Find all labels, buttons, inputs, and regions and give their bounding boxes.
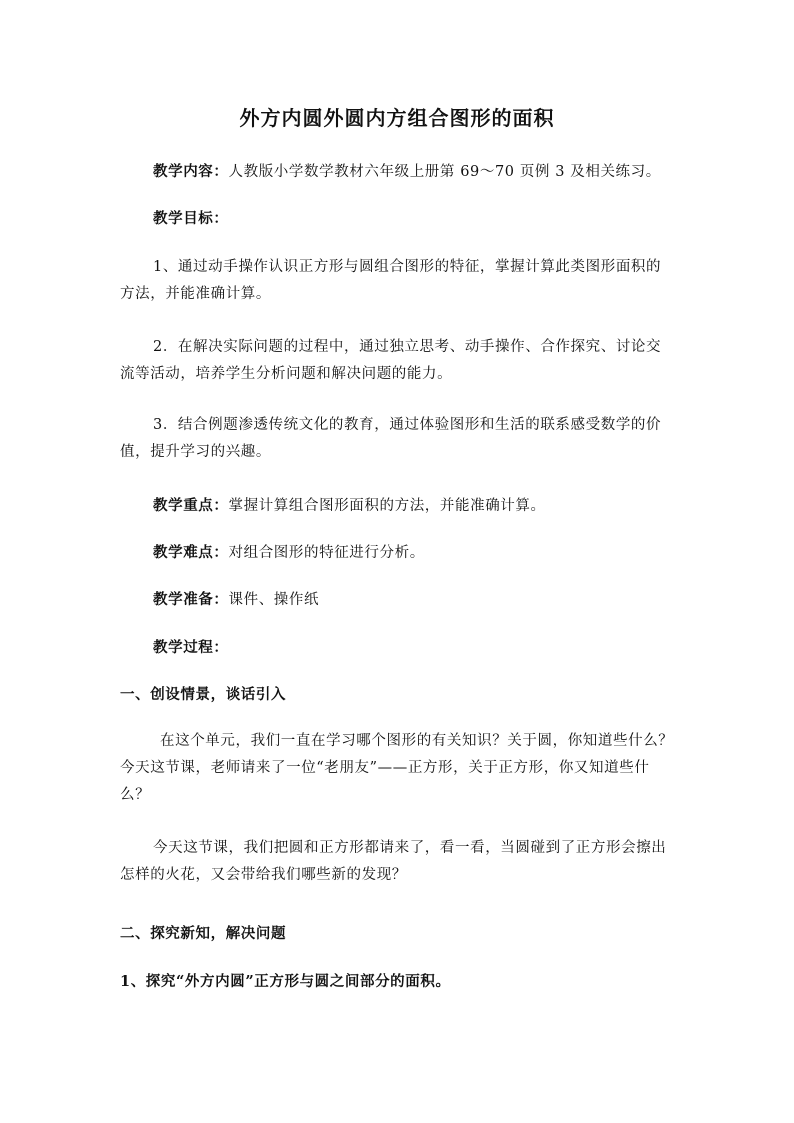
teaching-content-label: 教学内容：	[153, 163, 229, 180]
key-point-label: 教学重点：	[153, 497, 229, 514]
teaching-key-point	[120, 492, 676, 520]
section2-subheading: 1、探究“外方内圆”正方形与圆之间部分的面积。	[120, 973, 451, 990]
teaching-goals-label	[120, 205, 676, 233]
difficulty-label: 教学难点：	[153, 544, 229, 561]
teaching-content	[120, 158, 676, 186]
teaching-content-text: 人教版小学数学教材六年级上册第 69～70 页例 3 及相关练习。	[228, 164, 661, 180]
teaching-process-label	[120, 634, 676, 662]
teaching-goal-2: 2．在解决实际问题的过程中，通过独立思考、动手操作、合作探究、讨论交流等活动，培养学生分析问题和解决问题的能力。	[120, 339, 662, 382]
teaching-goal-1: 1、通过动手操作认识正方形与圆组合图形的特征，掌握计算此类图形面积的方法，并能准确计算。	[120, 259, 662, 302]
process-label-text: 教学过程：	[153, 639, 229, 656]
preparation-text: 课件、操作纸	[228, 592, 320, 608]
document-title: 外方内圆外圆内方组合图形的面积	[239, 106, 555, 130]
teaching-preparation	[120, 586, 676, 614]
section1-heading: 一、创设情景，谈话引入	[120, 686, 287, 703]
teaching-goals-label-text: 教学目标：	[153, 210, 229, 227]
difficulty-text: 对组合图形的特征进行分析。	[228, 545, 425, 561]
preparation-label: 教学准备：	[153, 591, 229, 608]
section2-heading: 二、探究新知，解决问题	[120, 925, 287, 942]
section1-paragraph-1: 在这个单元，我们一直在学习哪个图形的有关知识？关于圆，你知道些什么？今天这节课，老师请来了一位“老朋友”——正方形，关于正方形，你又知道些什么？	[120, 733, 674, 803]
key-point-text: 掌握计算组合图形面积的方法，并能准确计算。	[228, 498, 546, 514]
teaching-goal-3: 3．结合例题渗透传统文化的教育，通过体验图形和生活的联系感受数学的价值，提升学习的兴趣。	[120, 417, 662, 460]
teaching-difficulty	[120, 539, 676, 567]
section1-paragraph-2: 今天这节课，我们把圆和正方形都请来了，看一看，当圆碰到了正方形会擦出怎样的火花，又会带给我们哪些新的发现？	[120, 840, 667, 883]
